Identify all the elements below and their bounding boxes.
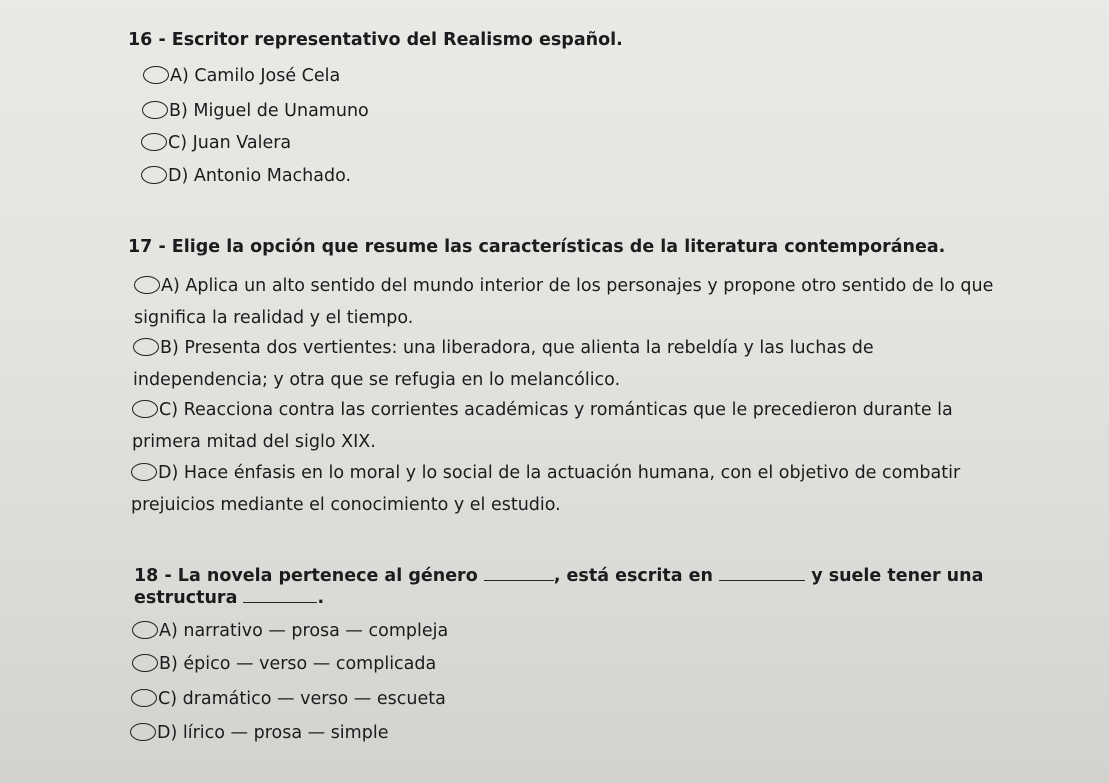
radio-button[interactable] [130, 723, 156, 741]
radio-button[interactable] [141, 166, 167, 184]
q18-title-part1: 18 - La novela pertenece al género [134, 566, 478, 586]
question-18-title-line2 [134, 588, 324, 608]
q18-option-d[interactable] [130, 717, 388, 749]
q17-option-a[interactable] [134, 270, 1014, 334]
question-17-title: 17 - Elige la opción que resume las características de la literatura contemporánea. [128, 237, 946, 257]
option-label: A) narrativo — prosa — compleja [159, 621, 449, 641]
option-label: B) épico — verso — complicada [159, 654, 437, 674]
q16-option-b[interactable] [142, 95, 369, 127]
option-label: A) Aplica un alto sentido del mundo interior de los personajes y propone otro sentido de lo que significa la realidad y el tiempo. [134, 276, 994, 328]
blank-structure[interactable] [243, 602, 317, 603]
radio-button[interactable] [132, 654, 158, 672]
blank-genre[interactable] [484, 580, 554, 581]
radio-button[interactable] [142, 101, 168, 119]
q16-option-a[interactable] [143, 60, 340, 92]
option-label: D) Hace énfasis en lo moral y lo social de la actuación humana, con el objetivo de combatir prejuicios mediante el conocimiento y el estudio. [131, 463, 961, 515]
option-label: A) Camilo José Cela [170, 66, 341, 86]
option-label: D) Antonio Machado. [168, 166, 352, 186]
radio-button[interactable] [131, 689, 157, 707]
option-label: C) dramático — verso — escueta [158, 689, 446, 709]
q17-option-b[interactable] [133, 332, 1013, 396]
radio-button[interactable] [141, 133, 167, 151]
option-label: C) Reacciona contra las corrientes académicas y románticas que le precedieron durante la primera mitad del siglo XIX. [132, 400, 953, 452]
question-16-title: 16 - Escritor representativo del Realismo español. [128, 30, 623, 50]
radio-button[interactable] [134, 276, 160, 294]
q18-title-part3: y suele tener una [811, 566, 984, 586]
option-label: D) lírico — prosa — simple [157, 723, 389, 743]
q18-option-b[interactable] [132, 648, 436, 680]
q18-option-a[interactable] [132, 615, 448, 647]
q16-option-d[interactable] [141, 160, 351, 192]
q17-option-c[interactable] [132, 394, 1012, 458]
blank-form[interactable] [719, 580, 805, 581]
q16-option-c[interactable] [141, 127, 291, 159]
option-label: B) Presenta dos vertientes: una liberadora, que alienta la rebeldía y las luchas de independencia; y otra que se refugia en lo melancólico. [133, 338, 874, 390]
question-18-title [134, 566, 983, 586]
radio-button[interactable] [132, 621, 158, 639]
radio-button[interactable] [143, 66, 169, 84]
radio-button[interactable] [133, 338, 159, 356]
option-label: B) Miguel de Unamuno [169, 101, 369, 121]
q17-option-d[interactable] [131, 457, 1011, 521]
q18-title-part4: estructura [134, 588, 238, 608]
radio-button[interactable] [131, 463, 157, 481]
q18-title-part2: , está escrita en [553, 566, 713, 586]
q18-option-c[interactable] [131, 683, 446, 715]
q18-title-end: . [317, 588, 325, 608]
option-label: C) Juan Valera [168, 133, 292, 153]
radio-button[interactable] [132, 400, 158, 418]
